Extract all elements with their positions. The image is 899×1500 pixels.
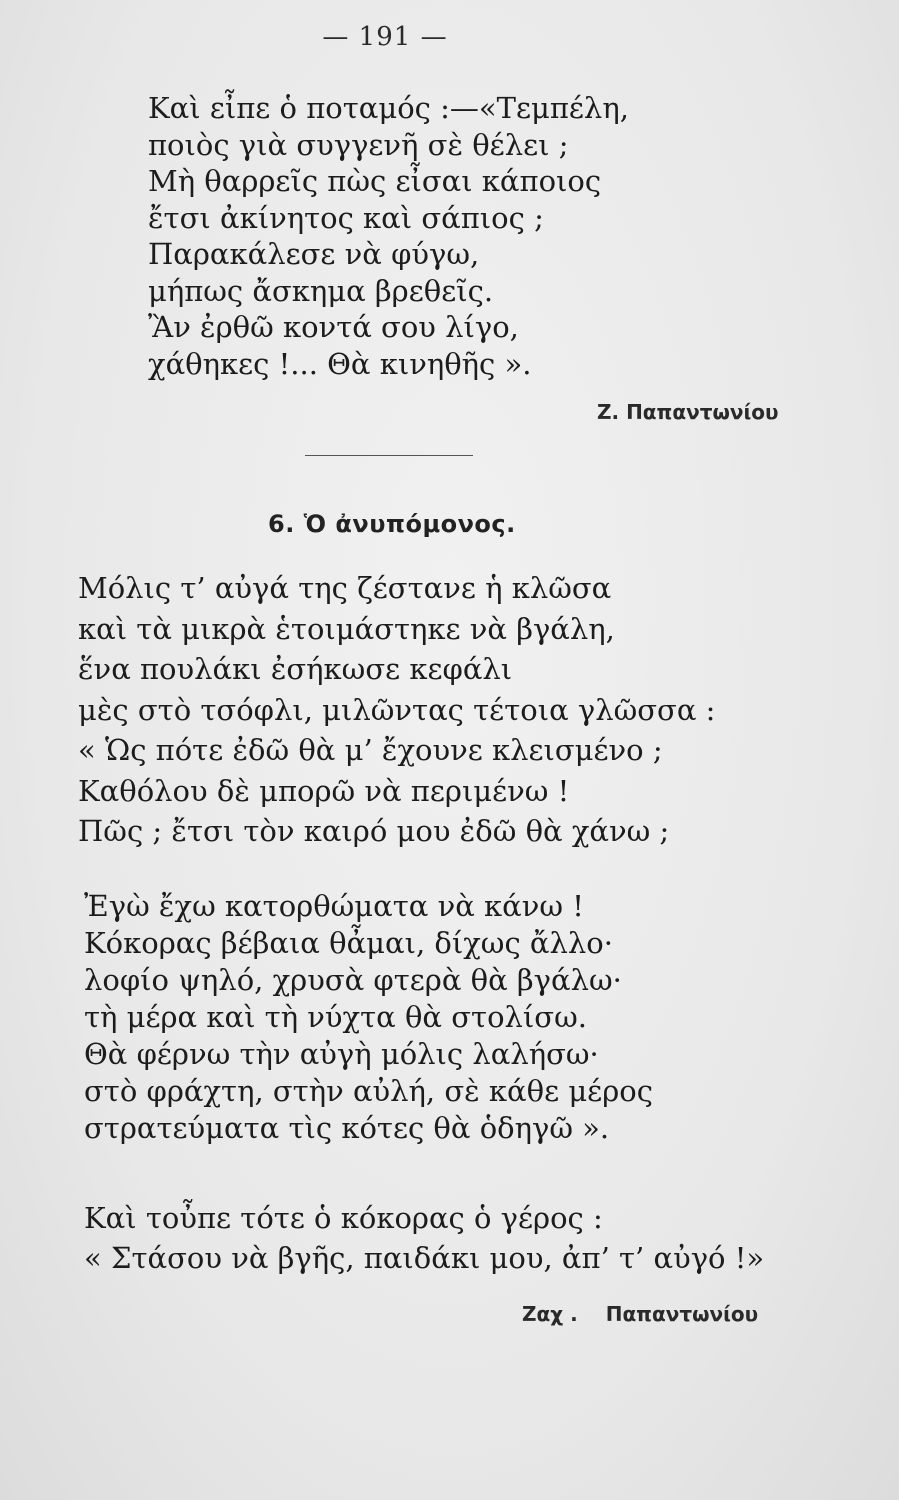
poem-line: τὴ μέρα καὶ τὴ νύχτα θὰ στολίσω. xyxy=(84,1000,587,1034)
poem-1-signature: Ζ. Παπαντωνίου xyxy=(597,400,779,424)
poem-line: Θὰ φέρνω τὴν αὐγὴ μόλις λαλήσω· xyxy=(84,1037,599,1071)
poem-2-stanza-3 xyxy=(84,1198,764,1278)
poem-line: Ἂν ἐρθῶ κοντά σου λίγο, xyxy=(148,310,519,344)
poem-line: χάθηκες !... Θὰ κινηθῆς ». xyxy=(148,346,532,381)
poem-line: στρατεύματα τὶς κότες θὰ ὁδηγῶ ». xyxy=(84,1111,610,1145)
poem-line: λοφίο ψηλό, χρυσὰ φτερὰ θὰ βγάλω· xyxy=(84,963,622,997)
poem-line: « Ὡς πότε ἐδῶ θὰ μ’ ἔχουνε κλεισμένο ; xyxy=(78,733,663,767)
poem-line: Καθόλου δὲ μπορῶ νὰ περιμένω ! xyxy=(78,773,570,808)
poem-2-stanza-2 xyxy=(84,888,653,1147)
poem-line: Μὴ θαρρεῖς πὼς εἶσαι κάποιος xyxy=(148,164,602,198)
poem-line: ποιὸς γιὰ συγγενῆ σὲ θέλει ; xyxy=(148,127,569,162)
section-divider xyxy=(305,455,473,456)
poem-line: Παρακάλεσε νὰ φύγω, xyxy=(148,237,480,271)
poem-line: Καὶ τοὖπε τότε ὁ κόκορας ὁ γέρος : xyxy=(84,1201,603,1235)
signature-name: Παπαντωνίου xyxy=(605,1302,759,1326)
poem-2-stanza-1 xyxy=(78,568,715,852)
poem-line: μήπως ἄσκημα βρεθεῖς. xyxy=(148,273,494,308)
poem-line: Μόλις τ’ αὐγά της ζέστανε ἡ κλῶσα xyxy=(78,571,612,605)
poem-1 xyxy=(148,90,629,382)
poem-line: στὸ φράχτη, στὴν αὐλή, σὲ κάθε μέρος xyxy=(84,1074,653,1108)
poem-line: « Στάσου νὰ βγῆς, παιδάκι μου, ἀπ’ τ’ αὐγό !» xyxy=(84,1241,765,1275)
poem-line: Κόκορας βέβαια θἆμαι, δίχως ἄλλο· xyxy=(84,926,613,960)
poem-line: Πῶς ; ἔτσι τὸν καιρό μου ἐδῶ θὰ χάνω ; xyxy=(78,814,670,848)
signature-initial: Ζαχ . xyxy=(522,1302,578,1326)
poem-2-signature xyxy=(522,1302,758,1326)
poem-line: Ἐγὼ ἔχω κατορθώματα νὰ κάνω ! xyxy=(84,889,584,923)
poem-line: ἔτσι ἀκίνητος καὶ σάπιος ; xyxy=(148,200,544,235)
poem-line: ἕνα πουλάκι ἐσήκωσε κεφάλι xyxy=(78,652,513,686)
poem-line: μὲς στὸ τσόφλι, μιλῶντας τέτοια γλῶσσα : xyxy=(78,692,716,727)
poem-2-title: 6. Ὁ ἀνυπόμονος. xyxy=(268,510,516,538)
poem-line: Καὶ εἶπε ὁ ποταμός :—«Τεμπέλη, xyxy=(148,91,629,125)
poem-line: καὶ τὰ μικρὰ ἑτοιμάστηκε νὰ βγάλη, xyxy=(78,611,615,646)
page-number: — 191 — xyxy=(322,22,448,52)
